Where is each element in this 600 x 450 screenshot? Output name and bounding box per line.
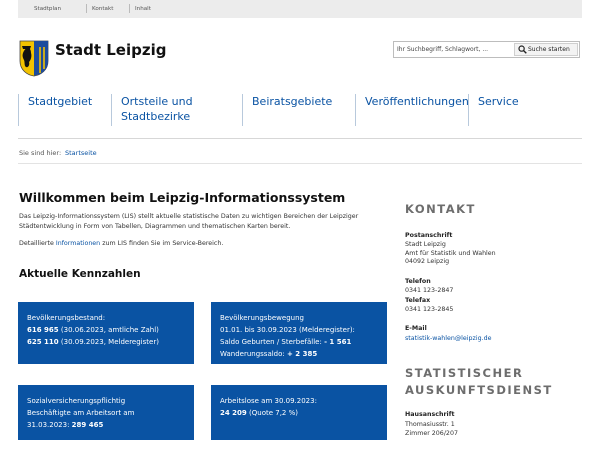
top-link-divider [86,4,87,13]
telefax-label: Telefax [405,297,431,304]
nav-item-label: Veröffentlichungen [365,95,469,108]
telefon-number: 0341 123-2847 [405,287,454,294]
search-button-label: Suche starten [528,46,570,53]
card-line [27,324,185,336]
nav-item-label: Stadtbezirke [121,110,191,123]
card-beschaeftigte[interactable] [18,385,194,440]
address-line: Thomasiusstr. 1 [405,421,455,428]
top-link-divider [129,4,130,13]
card-value: 625 110 [27,338,59,346]
search-form [393,41,580,58]
nav-item-label: Ortsteile und [121,95,193,108]
informationen-link[interactable]: Informationen [55,240,101,247]
top-utility-bar [18,0,582,18]
email-link[interactable]: statistik-wahlen@leipzig.de [405,335,492,342]
address-line: Stadt Leipzig [405,241,446,248]
card-note: (30.06.2023, amtliche Zahl) [58,326,159,334]
telefon-label: Telefon [405,278,431,285]
card-title: Bevölkerungsbestand: [27,314,106,322]
card-note: (Quote 7,2 %) [246,409,298,417]
top-link-stadtplan[interactable]: Stadtplan [34,6,61,12]
search-input[interactable] [397,44,509,55]
search-button[interactable] [514,43,578,56]
nav-item-label: Stadtgebiet [28,95,93,108]
card-label: 31.03.2023: [27,421,72,429]
telefax-number: 0341 123-2845 [405,306,454,313]
address-line: Zimmer 206/207 [405,429,458,437]
nav-item-service[interactable] [468,94,582,126]
auskunftsdienst-heading [405,365,553,399]
card-line [220,348,378,360]
card-arbeitslose[interactable] [211,385,387,440]
nav-divider [18,138,582,139]
card-title: Bevölkerungsbewegung [220,314,304,322]
leipzig-coat-of-arms-icon[interactable] [19,40,49,77]
card-value: 289 465 [71,421,104,429]
top-link-kontakt[interactable]: Kontakt [92,6,114,12]
site-title[interactable]: Stadt Leipzig [55,41,167,59]
card-line [220,407,378,419]
address-line: Amt für Statistik und Wahlen [405,249,496,257]
info-text-prefix: Detaillierte [19,240,56,247]
postanschrift-address [405,241,496,267]
card-line [27,336,185,348]
card-bevoelkerungsbewegung[interactable] [211,302,387,364]
card-label: Wanderungssaldo: [220,350,287,358]
nav-item-label: Beiratsgebiete [252,95,333,108]
nav-item-beiratsgebiete[interactable] [242,94,354,126]
card-line [27,419,185,431]
card-line: Sozialversicherungspflichtig [27,397,126,405]
hausanschrift-label: Hausanschrift [405,411,455,418]
card-title: Arbeitslose am 30.09.2023: [220,397,317,405]
heading-line: AUSKUNFTSDIENST [405,383,553,397]
card-note: (30.09.2023, Melderegister) [58,338,159,346]
postanschrift-label: Postanschrift [405,232,453,239]
nav-item-stadtgebiet[interactable] [18,94,110,126]
card-label: Saldo Geburten / Sterbefälle: [220,338,325,346]
card-line: 01.01. bis 30.09.2023 (Melderegister): [220,326,355,334]
info-text-suffix: zum LIS finden Sie im Service-Bereich. [100,240,224,247]
top-link-inhalt[interactable]: Inhalt [135,6,151,12]
card-value: - 1 561 [324,338,352,346]
breadcrumb-divider [18,163,582,164]
hausanschrift-address [405,421,458,438]
kontakt-heading: KONTAKT [405,202,476,216]
card-bevoelkerungsbestand[interactable] [18,302,194,364]
nav-item-veroeffentlichungen[interactable] [355,94,467,126]
heading-line: STATISTISCHER [405,366,524,380]
card-value: + 2 385 [286,350,318,358]
intro-text: Das Leipzig-Informationssystem (LIS) stellt aktuelle statistische Daten zu wichtigen Bereichen der Leipziger Städtentwicklung in Form von Tabellen, Diagrammen und thematischen Karten bereit. [19,213,359,230]
card-value: 616 965 [27,326,59,334]
info-text [19,240,223,247]
card-line [220,336,378,348]
email-label: E-Mail [405,325,427,332]
breadcrumb-startseite[interactable]: Startseite [65,149,97,157]
card-value: 24 209 [220,409,247,417]
nav-item-label: Service [478,95,519,108]
search-icon [518,45,527,54]
kennzahlen-heading: Aktuelle Kennzahlen [19,268,141,280]
nav-item-ortsteile[interactable] [111,94,241,126]
breadcrumb-label: Sie sind hier: [19,149,62,157]
address-line: 04092 Leipzig [405,258,450,265]
page-title: Willkommen beim Leipzig-Informationssystem [19,190,346,205]
card-line: Beschäftigte am Arbeitsort am [27,409,135,417]
